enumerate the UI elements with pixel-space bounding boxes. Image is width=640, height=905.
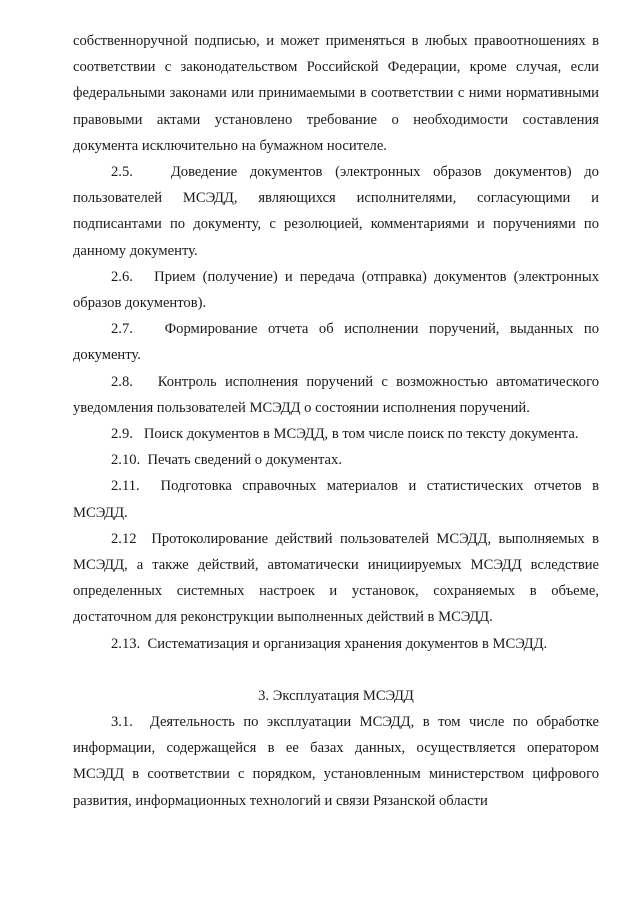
item-text: Деятельность по эксплуатации МСЭДД, в том числе по обработке информации, содержащейся в ее базах данных, осуществляется оператором МСЭДД в соответствии с порядком, установленным министерством цифрового развития, информационных технологий и связи Рязанской области <box>73 714 600 809</box>
section-3-heading: 3. Эксплуатация МСЭДД <box>258 687 414 704</box>
list-item-2-7 <box>73 316 599 368</box>
item-number: 2.7. <box>111 321 133 338</box>
list-item-2-8 <box>73 369 599 421</box>
item-number: 2.9. <box>111 426 133 443</box>
item-text: Поиск документов в МСЭДД, в том числе поиск по тексту документа. <box>143 426 579 443</box>
section-spacer <box>73 657 599 683</box>
item-number: 2.12 <box>111 530 137 547</box>
item-number: 2.6. <box>111 268 133 285</box>
item-text: Подготовка справочных материалов и статистических отчетов в МСЭДД. <box>73 478 600 521</box>
item-number: 2.11. <box>111 478 140 495</box>
item-text: Протоколирование действий пользователей МСЭДД, выполняемых в МСЭДД, а также действий, автоматически инициируемых МСЭДД вследствие определенных системных настроек и установок, сохраняемых в объеме, достаточном для реконструкции выполненных действий в МСЭДД. <box>73 530 599 626</box>
item-number: 3.1. <box>111 714 133 731</box>
list-item-2-11 <box>73 473 599 525</box>
list-item-2-12 <box>73 526 599 631</box>
list-item-2-10 <box>73 447 599 473</box>
list-item-2-6 <box>73 264 599 316</box>
list-item-3-1 <box>73 709 599 814</box>
item-number: 2.13. <box>111 635 141 652</box>
item-text: Прием (получение) и передача (отправка) документов (электронных образов документов). <box>73 268 599 312</box>
item-number: 2.8. <box>111 373 133 390</box>
item-text: Систематизация и организация хранения документов в МСЭДД. <box>147 635 548 652</box>
item-number: 2.10. <box>111 452 141 469</box>
item-text: Формирование отчета об исполнении поручений, выданных по документу. <box>73 321 599 364</box>
item-text: Контроль исполнения поручений с возможностью автоматического уведомления пользователей МСЭДД о состоянии исполнения поручений. <box>73 373 599 416</box>
continuation-paragraph: собственноручной подписью, и может применяться в любых правоотношениях в соответствии с законодательством Российской Федерации, кроме случая, если федеральными законами или принимаемыми в соответствии с ними нормативными правовыми актами установлено требование о необходимости составления документа исключительно на бумажном носителе. <box>73 33 599 154</box>
item-text: Доведение документов (электронных образов документов) до пользователей МСЭДД, являющихся исполнителями, согласующими и подписантами по документу, с резолюцией, комментариями и поручениями по данному документу. <box>73 164 599 259</box>
list-item-2-13 <box>73 631 599 657</box>
item-number: 2.5. <box>111 164 133 181</box>
list-item-2-5 <box>73 159 599 264</box>
document-body <box>73 28 599 814</box>
item-text: Печать сведений о документах. <box>147 452 342 469</box>
list-item-2-9 <box>73 421 599 447</box>
